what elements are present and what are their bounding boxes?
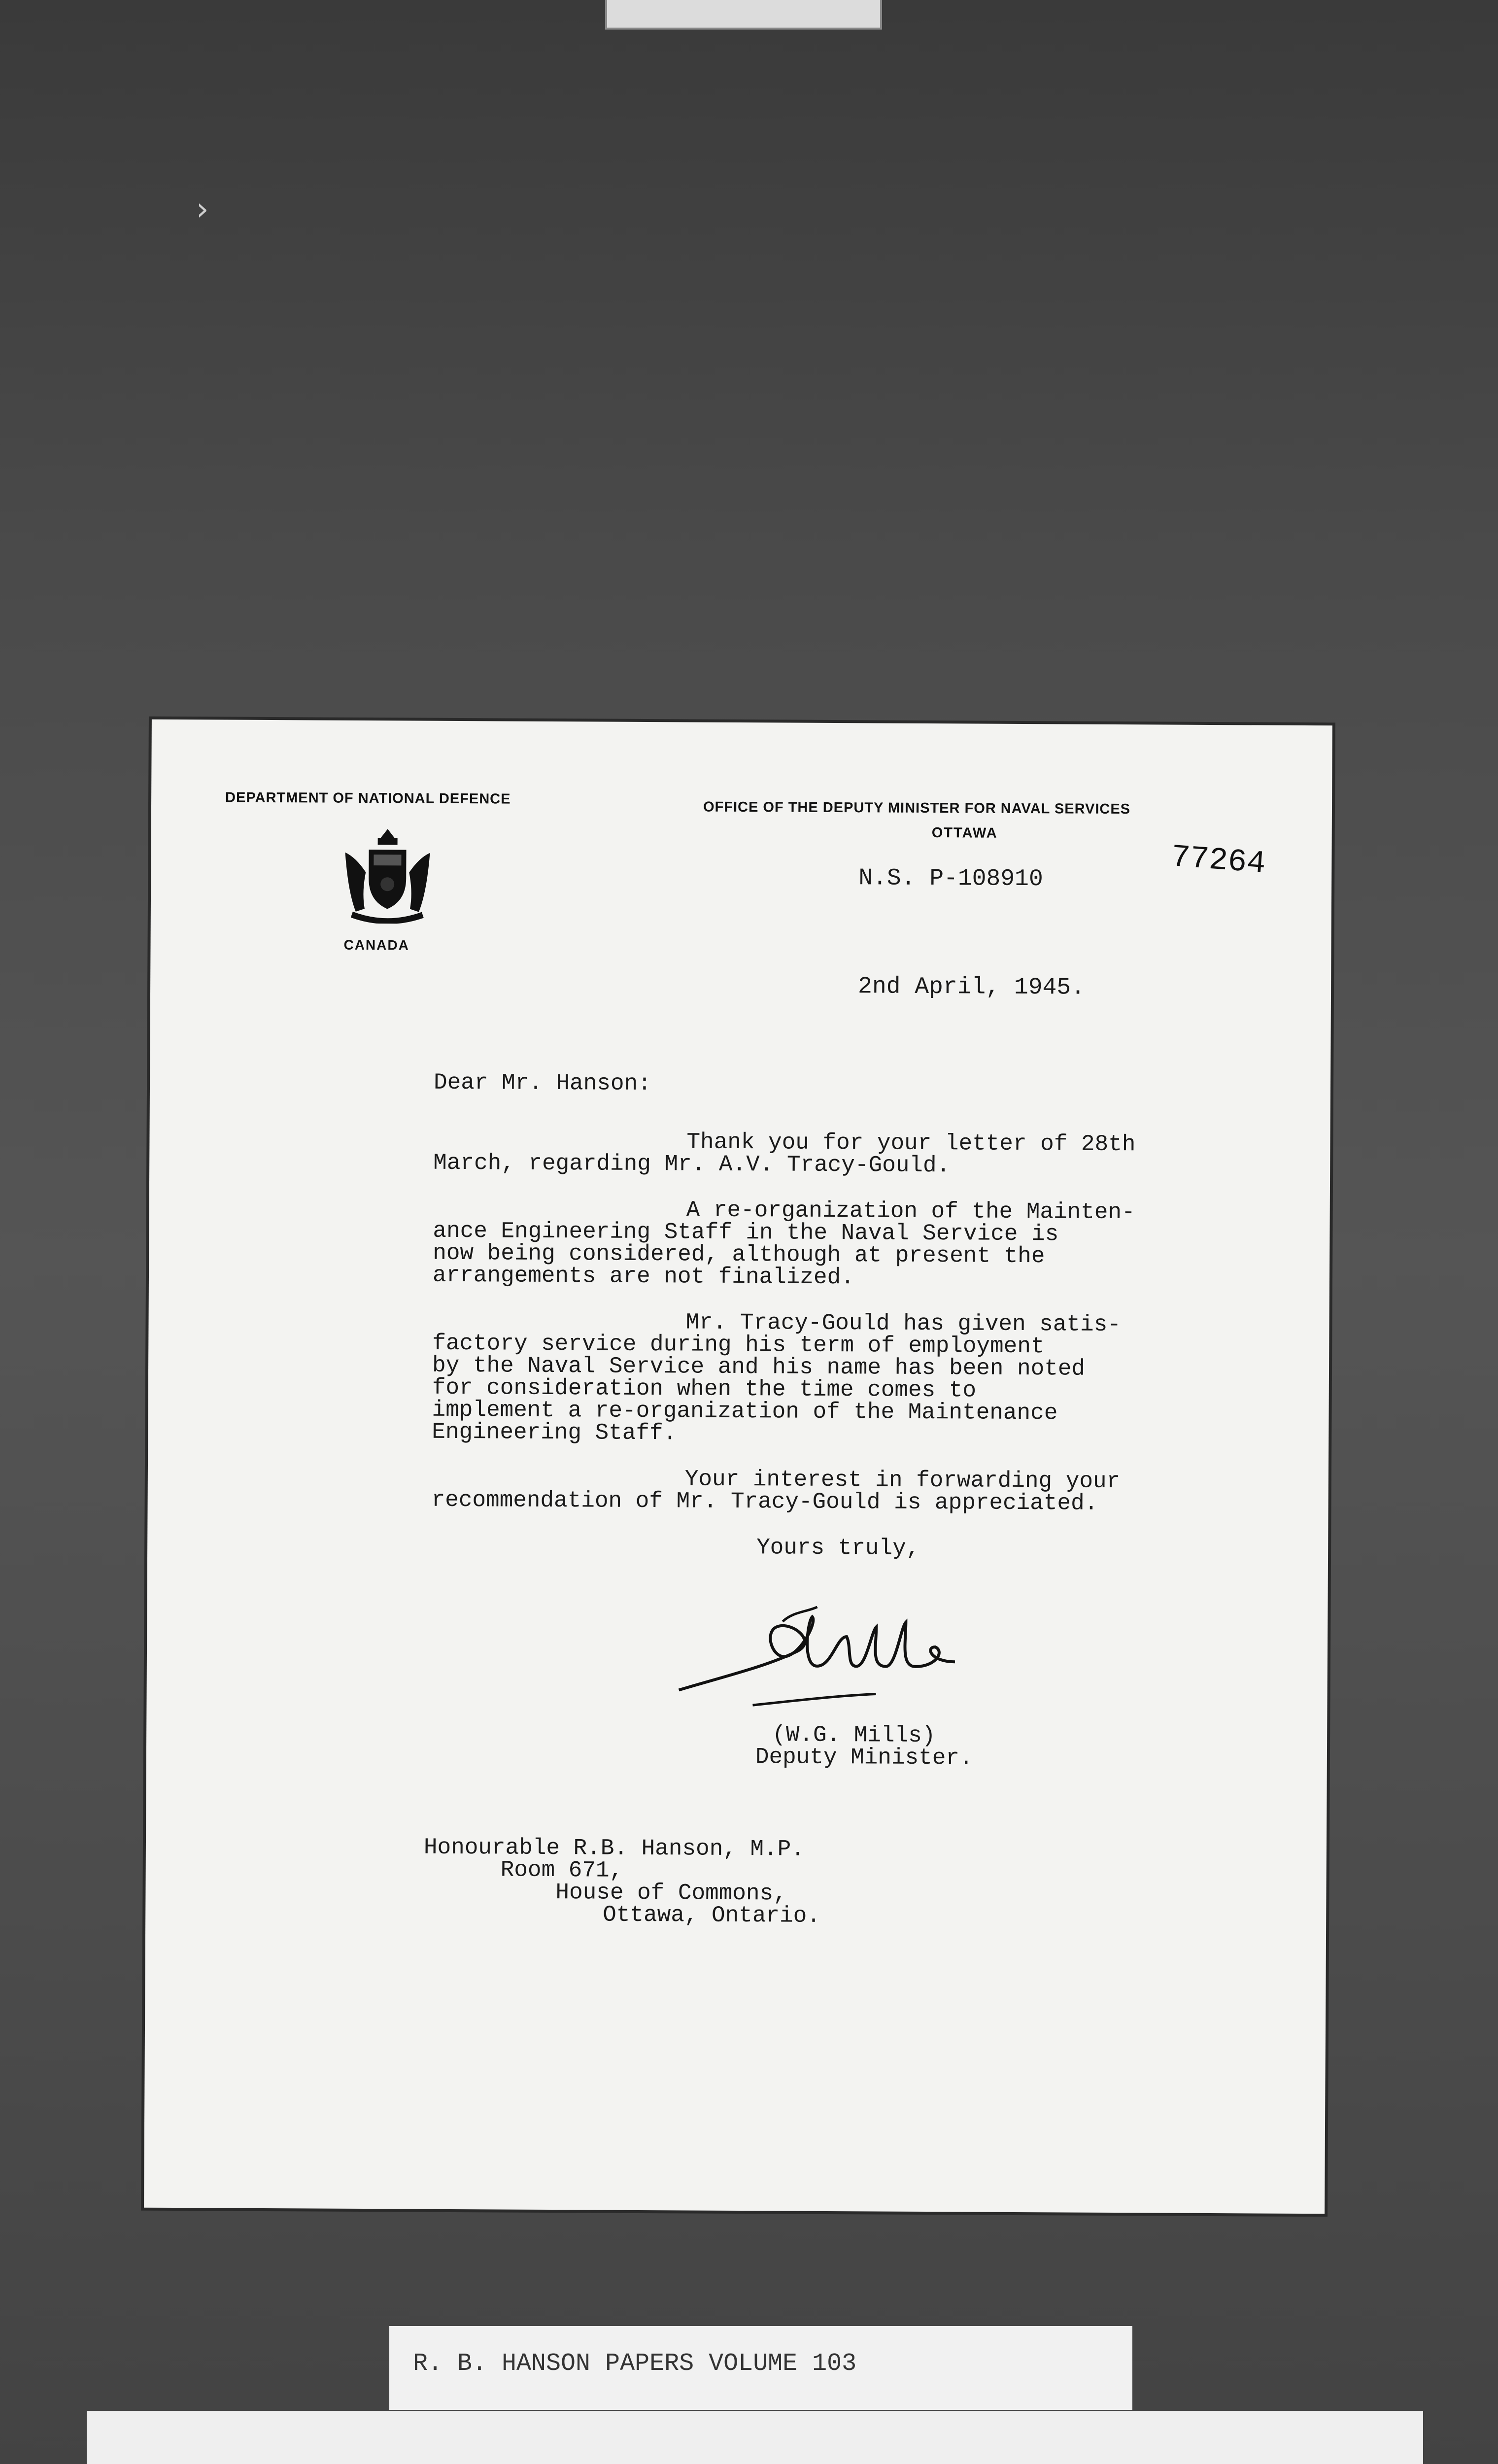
- paragraph-3-first-line: Mr. Tracy-Gould has given satis-: [685, 1309, 1121, 1338]
- paragraph-2-line: ance Engineering Staff in the Naval Service is: [433, 1218, 1059, 1247]
- paragraph-2-first-line: A re-organization of the Mainten-: [686, 1197, 1135, 1226]
- paragraph-2-line: now being considered, although at present the: [433, 1240, 1045, 1269]
- archive-volume-label: R. B. HANSON PAPERS VOLUME 103: [413, 2350, 857, 2378]
- paragraph-3-line: for consideration when the time comes to: [432, 1374, 977, 1403]
- addressee-line: House of Commons,: [555, 1880, 787, 1907]
- paragraph-3-line: implement a re-organization of the Maintenance: [432, 1397, 1058, 1426]
- coat-of-arms-icon: [338, 825, 437, 924]
- paragraph-4-first-line: Your interest in forwarding your: [684, 1466, 1121, 1495]
- paragraph-3-line: factory service during his term of employment: [432, 1330, 1045, 1360]
- closing: Yours truly,: [756, 1535, 920, 1561]
- letterhead-city: OTTAWA: [931, 825, 998, 841]
- paragraph-2-line: arrangements are not finalized.: [432, 1262, 854, 1291]
- archives-footer: [87, 2411, 1423, 2464]
- paragraph-4-line: recommendation of Mr. Tracy-Gould is appreciated.: [431, 1487, 1098, 1516]
- paragraph-1-first-line: Thank you for your letter of 28th: [686, 1129, 1136, 1158]
- letterhead-office: OFFICE OF THE DEPUTY MINISTER FOR NAVAL SERVICES: [703, 799, 1131, 818]
- letterhead-department: DEPARTMENT OF NATIONAL DEFENCE: [225, 789, 511, 807]
- signer-title: Deputy Minister.: [755, 1744, 973, 1771]
- addressee-line: Honourable R.B. Hanson, M.P.: [423, 1834, 805, 1862]
- addressee-line: Ottawa, Ontario.: [603, 1902, 821, 1929]
- file-number-stamp: 77264: [1170, 839, 1267, 883]
- salutation: Dear Mr. Hanson:: [433, 1069, 651, 1097]
- letter-date: 2nd April, 1945.: [857, 973, 1086, 1001]
- archive-volume-tag: [389, 2326, 1132, 2410]
- letter-page: [144, 719, 1332, 2214]
- reference-number: N.S. P-108910: [858, 865, 1043, 893]
- signer-name: (W.G. Mills): [772, 1722, 936, 1749]
- addressee-line: Room 671,: [500, 1857, 623, 1883]
- signature: [669, 1591, 975, 1721]
- top-film-tab: [605, 0, 882, 30]
- paragraph-3-line: Engineering Staff.: [432, 1419, 677, 1446]
- paragraph-3-line: by the Naval Service and his name has been noted: [432, 1352, 1086, 1382]
- paragraph-1-line: March, regarding Mr. A.V. Tracy-Gould.: [433, 1150, 951, 1179]
- film-mark: ›: [196, 191, 209, 228]
- letterhead-country: CANADA: [343, 937, 409, 953]
